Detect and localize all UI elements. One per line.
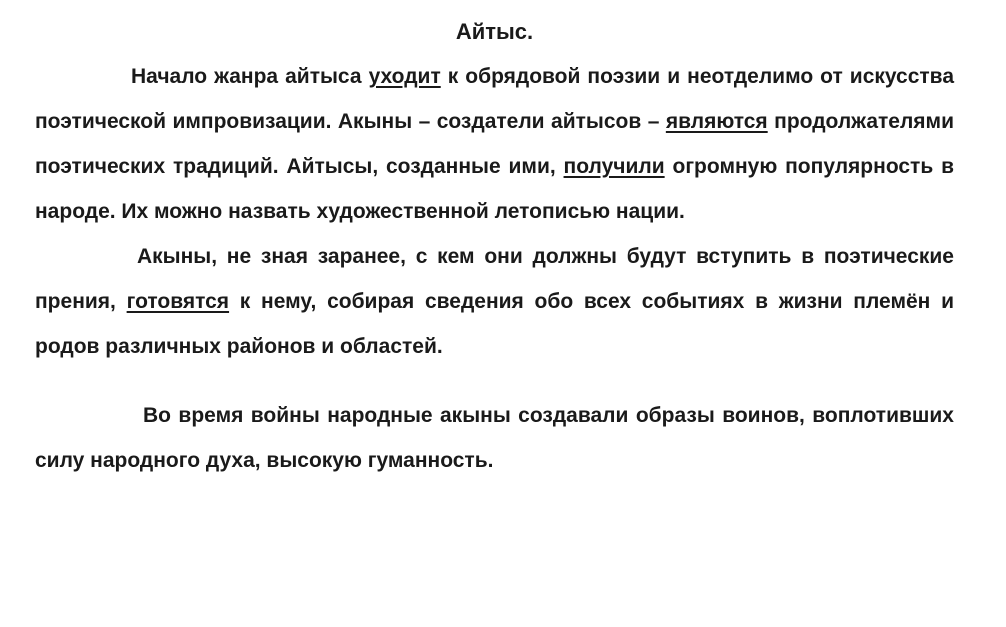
document-title: Айтыс. <box>455 19 534 44</box>
text-segment: продолжателями поэтических традиций. Айтысы, созданные ими, <box>35 110 954 178</box>
text-segment: Начало жанра айтыса <box>131 65 369 88</box>
text-segment: Во время войны народные акыны создавали образы воинов, воплотивших силу народного духа, высокую гуманность. <box>35 404 954 472</box>
text-segment: Акыны, не зная заранее, с кем они должны будут вступить в поэтические прения, <box>35 245 954 313</box>
paragraph-2 <box>35 234 954 369</box>
underlined-verb: являются <box>665 110 768 133</box>
document-page <box>35 14 954 483</box>
text-segment: к нему, собирая сведения обо всех событиях в жизни племён и родов различных районов и областей. <box>35 290 954 358</box>
underlined-verb: получили <box>563 155 665 178</box>
text-segment: к обрядовой поэзии и неотделимо от искусства поэтической импровизации. Акыны – создатели айтысов – <box>35 65 954 133</box>
paragraph-1 <box>35 54 954 234</box>
underlined-verb: уходит <box>368 65 441 88</box>
text-segment: огромную популярность в народе. Их можно назвать художественной летописью нации. <box>35 155 955 223</box>
underlined-verb: готовятся <box>126 290 230 313</box>
paragraph-3 <box>35 393 954 483</box>
